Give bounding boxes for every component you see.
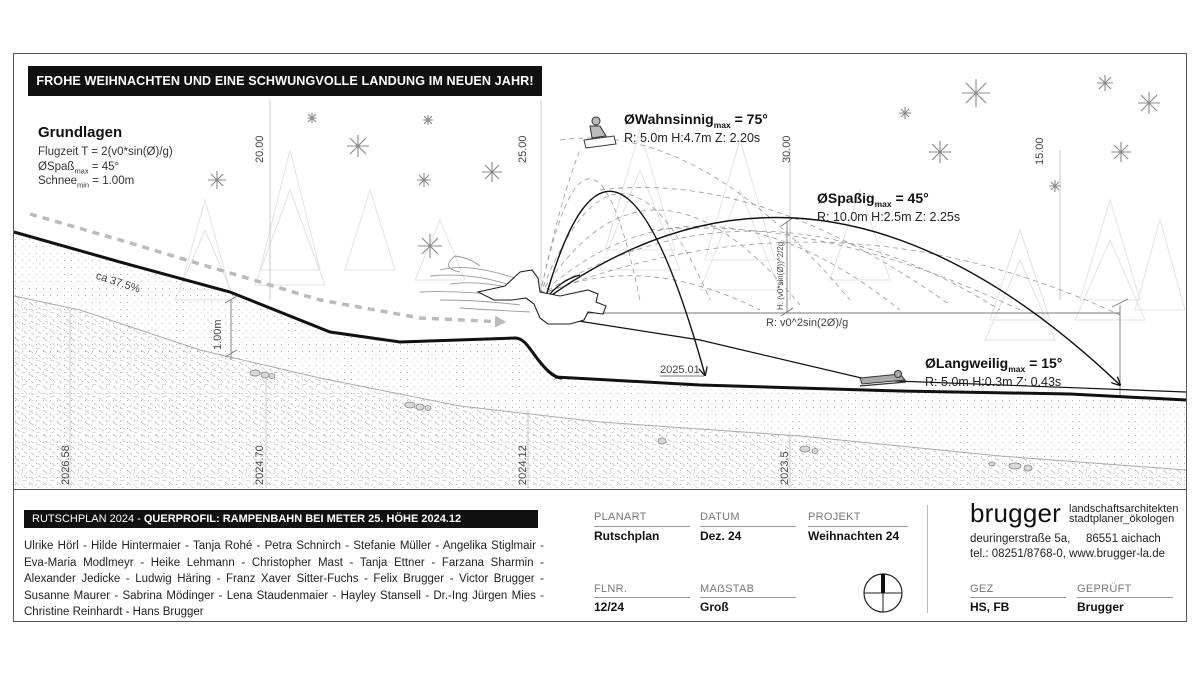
top-axis-label: 25.00 xyxy=(517,135,529,163)
flnr-label: FLNR. xyxy=(594,583,628,595)
snowflake-icon xyxy=(1138,92,1160,114)
snowflake-icon xyxy=(423,115,433,125)
planart-value: Rutschplan xyxy=(594,529,660,543)
datum-value: Dez. 24 xyxy=(700,529,742,543)
snowflake-icon xyxy=(899,107,911,119)
schnee-line: Schnee$_{min}$ = 1.00m xyxy=(38,175,135,190)
snowflake-icon xyxy=(418,234,442,258)
snowflake-icon xyxy=(1111,142,1131,162)
flnr-value: 12/24 xyxy=(594,600,625,614)
bottom-axis-label: 2024.12 xyxy=(517,445,529,485)
bottom-axis-label: 2024.70 xyxy=(254,445,266,485)
grundlagen-title: Grundlagen xyxy=(38,124,123,141)
projekt-value: Weihnachten 24 xyxy=(808,529,900,543)
credits: Ulrike Hörl - Hilde Hintermaier - Tanja Rohé - Petra Schnirch - Stefanie Müller - Angelika Stiglmair - Eva-Maria Modlmeyr - Heike Lehmann - Christopher Mast - Tanja Ettner - Farzana Sharmin - Alexander Jedicke - Ludwig Häring - Franz Xaver Sitter-Fuchs - Felix Brugger - Victor Brugger - Susanne Maurer - Sabrina Mödinger - Lena Staudenmaier - Hayley Stansell - Dr.-Ing Jürgen Mies - Christine Reinhardt - Hans Brugger xyxy=(24,540,544,618)
company-street: deuringerstraße 5a, xyxy=(970,533,1071,545)
company-contact: tel.: 08251/8768-0, www.brugger-la.de xyxy=(970,548,1165,560)
massstab-value: Groß xyxy=(700,600,729,614)
rule xyxy=(594,597,690,598)
company-city: 86551 aichach xyxy=(1086,533,1161,545)
rule xyxy=(700,597,796,598)
geprueft-label: GEPRÜFT xyxy=(1077,583,1132,595)
flugzeit-formula: Flugzeit T = 2(v0*sin(Ø)/g) xyxy=(38,146,173,158)
spassig-stats: R: 10.0m H:2.5m Z: 2.25s xyxy=(817,210,961,224)
snow-depth-label: 1.00m xyxy=(212,319,224,350)
wahnsinnig-title: ØWahnsinnig$_{max}$ = 75° xyxy=(624,111,768,130)
snowflake-icon xyxy=(208,171,226,189)
bottom-axis-label: 2026.58 xyxy=(60,445,72,485)
landing-height-label: 2025.01 xyxy=(660,364,700,376)
rule xyxy=(700,526,796,527)
top-axis-label: 15.00 xyxy=(1034,137,1046,165)
snowflake-icon xyxy=(307,113,317,123)
rule xyxy=(594,526,690,527)
snowflake-icon xyxy=(482,162,502,182)
company-line2: stadtplaner_ökologen xyxy=(1069,513,1175,525)
gez-value: HS, FB xyxy=(970,600,1010,614)
height-formula: H: (v0*sin(Ø))^2/2g xyxy=(776,241,785,310)
top-axis-label: 30.00 xyxy=(781,135,793,163)
langweilig-title: ØLangweilig$_{max}$ = 15° xyxy=(925,355,1063,374)
title-block-separator xyxy=(927,505,928,613)
holiday-banner: FROHE WEIHNACHTEN UND EINE SCHWUNGVOLLE LANDUNG IM NEUEN JAHR! xyxy=(28,66,542,96)
top-axis-label: 20.00 xyxy=(254,135,266,163)
rule xyxy=(970,597,1066,598)
spassig-title: ØSpaßig$_{max}$ = 45° xyxy=(817,190,929,209)
title-block-divider xyxy=(13,489,1187,490)
planart-label: PLANART xyxy=(594,511,647,523)
plan-header: RUTSCHPLAN 2024 - QUERPROFIL: RAMPENBAHN BEI METER 25. HÖHE 2024.12 xyxy=(24,510,538,528)
massstab-label: MAẞSTAB xyxy=(700,583,755,595)
wahnsinnig-stats: R: 5.0m H:4.7m Z: 2.20s xyxy=(624,131,761,145)
sledder-top-icon xyxy=(584,117,616,148)
snowflake-icon xyxy=(1049,180,1061,192)
snowflake-icon xyxy=(929,141,951,163)
sledder-lying-icon xyxy=(860,371,906,387)
bottom-axis-label: 2023.5 xyxy=(779,451,791,485)
rule xyxy=(1077,597,1173,598)
snowflake-icon xyxy=(417,173,431,187)
geprueft-value: Brugger xyxy=(1077,600,1124,614)
projekt-label: PROJEKT xyxy=(808,511,861,523)
snowflake-icon xyxy=(962,79,990,107)
rule xyxy=(808,526,908,527)
langweilig-stats: R: 5.0m H:0.3m Z: 0.43s xyxy=(925,375,1062,389)
snowflake-icon xyxy=(347,135,369,157)
snowflake-icon xyxy=(1097,75,1113,91)
spass-line: ØSpaß$_{max}$ = 45° xyxy=(38,161,120,176)
company-logo: brugger xyxy=(970,498,1062,528)
slope-label: ca 37.5% xyxy=(94,270,142,296)
range-formula: R: v0^2sin(2Ø)/g xyxy=(766,317,849,329)
helper-arcs xyxy=(540,138,1120,315)
north-arrow-icon xyxy=(860,570,906,616)
datum-label: DATUM xyxy=(700,511,740,523)
gez-label: GEZ xyxy=(970,583,994,595)
company-line1: landschaftsarchitekten xyxy=(1069,503,1179,515)
